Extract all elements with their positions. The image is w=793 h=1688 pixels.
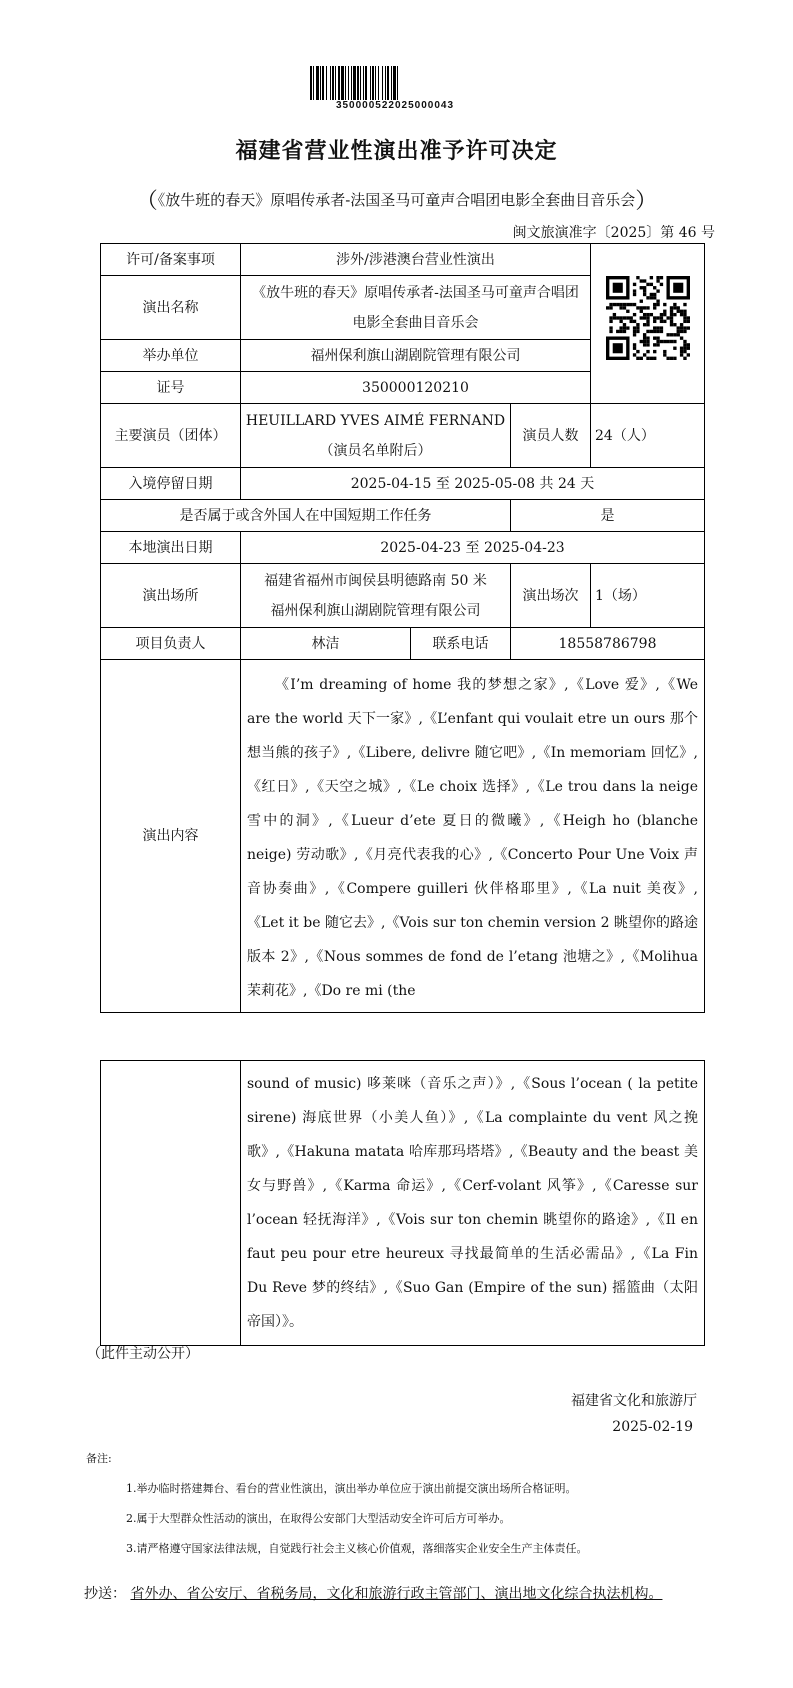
foreign-question: 是否属于或含外国人在中国短期工作任务 [101, 500, 511, 532]
subtitle-open-paren: （ [135, 189, 158, 214]
notes-title: 备注: [86, 1452, 112, 1465]
cc-recipients: 省外办、省公安厅、省税务局，文化和旅游行政主管部门、演出地文化综合执法机构。 [130, 1586, 663, 1602]
content-text-part2: sound of music) 哆莱咪（音乐之声）》,《Sous l’ocean ( la petite sirene) 海底世界（小美人鱼）》,《La complainte du vent 风之挽歌》,《Hakuna matata 哈库那玛塔塔》,《Beauty and the beast 美女与野兽》,《Karma 命运》,《Cerf-volant 风筝》,《Caresse sur l’ocean 轻抚海洋》,《Vois sur ton chemin 眺望你的路途》,《Il en faut peu pour etre heureux 寻找最简单的生活必需品》,《La Fin Du Reve 梦的终结》,《Suo Gan (Empire of the sun) 摇篮曲（太阳帝国）》。 [247, 1076, 698, 1330]
organizer-value: 福州保利旗山湖剧院管理有限公司 [241, 340, 591, 372]
barcode [310, 66, 478, 100]
permit-table [100, 243, 705, 1013]
venue-value [241, 564, 511, 628]
public-note: （此件主动公开） [87, 1346, 199, 1362]
qr-cell [591, 244, 705, 404]
entry-label: 入境停留日期 [101, 468, 241, 500]
cc-label: 抄送： [84, 1586, 126, 1602]
subtitle-text: 《放牛班的春天》原唱传承者-法国圣马可童声合唱团电影全套曲目音乐会 [157, 191, 636, 209]
barcode-number: 350000522025000043 [335, 100, 455, 111]
cc-block [84, 1580, 724, 1608]
shows-label: 演出场次 [511, 564, 591, 628]
venue-label: 演出场所 [101, 564, 241, 628]
notes-block [86, 1444, 588, 1564]
performer-count-label: 演员人数 [511, 404, 591, 468]
permit-table-continued [100, 1060, 705, 1346]
phone-label: 联系电话 [411, 628, 511, 660]
performer-count-value: 24（人） [591, 404, 705, 468]
license-label: 许可/备案事项 [101, 244, 241, 276]
performer-note: （演员名单附后） [319, 442, 432, 459]
name-value: 《放牛班的春天》原唱传承者-法国圣马可童声合唱团电影全套曲目音乐会 [241, 276, 591, 340]
issuer-name: 福建省文化和旅游厅 [571, 1393, 697, 1409]
subtitle-close-paren: ） [635, 189, 658, 214]
manager-label: 项目负责人 [101, 628, 241, 660]
local-date-label: 本地演出日期 [101, 532, 241, 564]
phone-value: 18558786798 [511, 628, 705, 660]
manager-value: 林洁 [241, 628, 411, 660]
performer-value [241, 404, 511, 468]
content-value-part1 [241, 660, 705, 1013]
document-title: 福建省营业性演出准予许可决定 [235, 138, 558, 164]
foreign-answer: 是 [511, 500, 705, 532]
local-date-value: 2025-04-23 至 2025-04-23 [241, 532, 705, 564]
venue-line2: 福州保利旗山湖剧院管理有限公司 [270, 602, 481, 619]
qr-code [606, 276, 690, 360]
entry-value: 2025-04-15 至 2025-05-08 共 24 天 [241, 468, 705, 500]
shows-value: 1（场） [591, 564, 705, 628]
name-label: 演出名称 [101, 276, 241, 340]
note-item-3: 3.请严格遵守国家法律法规，自觉践行社会主义核心价值观，落细落实企业安全生产主体责任。 [126, 1542, 588, 1555]
document-subtitle [0, 184, 793, 215]
content-label: 演出内容 [101, 660, 241, 1013]
venue-line1: 福建省福州市闽侯县明德路南 50 米 [264, 572, 487, 589]
issue-date: 2025-02-19 [612, 1419, 693, 1435]
issuer-block [571, 1388, 697, 1440]
content-value-part2 [241, 1061, 705, 1346]
content-label-cell-continued [101, 1061, 241, 1346]
note-item-1: 1.举办临时搭建舞台、看台的营业性演出，演出举办单位应于演出前提交演出场所合格证明。 [126, 1482, 577, 1495]
license-value: 涉外/涉港澳台营业性演出 [241, 244, 591, 276]
document-number: 闽文旅演准字〔2025〕第 46 号 [512, 225, 715, 241]
performer-label: 主要演员（团体） [101, 404, 241, 468]
cert-label: 证号 [101, 372, 241, 404]
note-item-2: 2.属于大型群众性活动的演出，在取得公安部门大型活动安全许可后方可举办。 [126, 1512, 511, 1525]
performer-name: HEUILLARD YVES AIMÉ FERNAND [245, 412, 506, 429]
organizer-label: 举办单位 [101, 340, 241, 372]
content-text-part1: 《I’m dreaming of home 我的梦想之家》,《Love 爱》,《We are the world 天下一家》,《L’enfant qui voulait etre un ours 那个想当熊的孩子》,《Libere, delivre 随它吧》,《In memoriam 回忆》,《红日》,《天空之城》,《Le choix 选择》,《Le trou dans la neige 雪中的洞》,《Lueur d’ete 夏日的微曦》,《Heigh ho (blanche neige) 劳动歌》,《月亮代表我的心》,《Concerto Pour Une Voix 声音协奏曲》,《Compere guilleri 伙伴格耶里》,《La nuit 美夜》,《Let it be 随它去》,《Vois sur ton chemin version 2 眺望你的路途版本 2》,《Nous sommes de fond de l’etang 池塘之》,《Molihua 茉莉花》,《Do re mi (the [247, 677, 698, 999]
cert-value: 350000120210 [241, 372, 591, 404]
